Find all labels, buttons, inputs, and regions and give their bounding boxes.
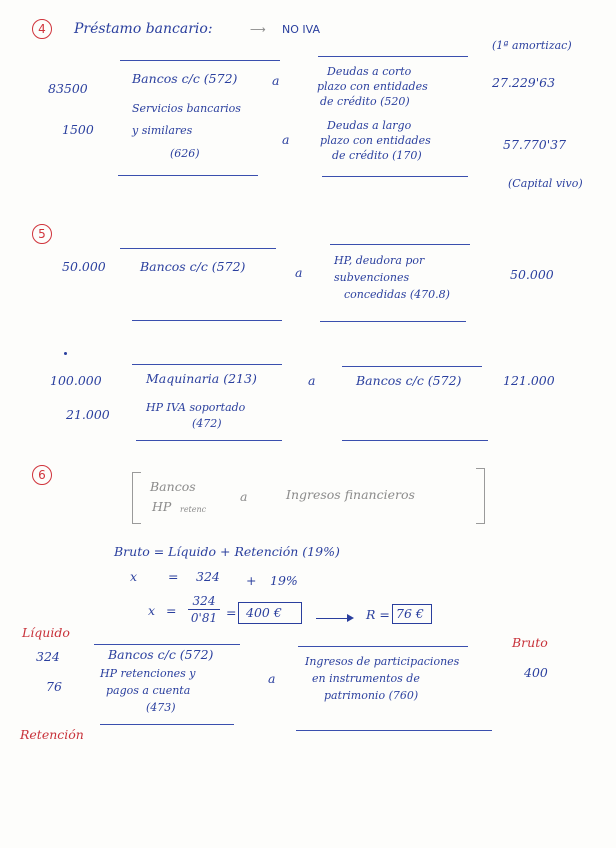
credit-account-line: Deudas a corto (327, 65, 412, 78)
journal-line (342, 366, 482, 367)
fraction-numerator: 324 (192, 594, 216, 608)
journal-line (296, 730, 492, 731)
debit-account-line: HP IVA soportado (146, 401, 246, 414)
journal-line (318, 56, 468, 57)
journal-line (136, 440, 282, 441)
credit-account-line: subvenciones (334, 271, 410, 284)
liquido-label: Líquido (22, 625, 70, 640)
credit-account-line: en instrumentos de (312, 672, 420, 685)
section-5-marker: 5 (32, 224, 52, 244)
a-connector: a (282, 132, 290, 147)
credit-account-line: Deudas a largo (327, 119, 412, 132)
formula-equals: = (166, 603, 177, 618)
debit-amount: 324 (36, 649, 60, 664)
a-connector: a (272, 73, 280, 88)
debit-amount: 1500 (62, 122, 94, 137)
debit-amount: 76 (46, 679, 62, 694)
journal-line (342, 440, 488, 441)
journal-line (330, 244, 470, 245)
retencion-label: Retención (20, 727, 84, 742)
amortization-label: (1ª amortizac) (492, 39, 572, 52)
debit-amount: 83500 (48, 81, 88, 96)
credit-account-line: patrimonio (760) (324, 689, 419, 702)
bruto-label: Bruto (512, 635, 548, 650)
debit-account: Maquinaria (213) (146, 371, 257, 386)
formula-value: 324 (196, 569, 220, 584)
journal-line (94, 644, 240, 645)
result-r-label: R = (366, 607, 390, 622)
journal-line (132, 364, 282, 365)
debit-account-line: (626) (170, 147, 200, 160)
bracket-a-connector: a (240, 489, 248, 504)
journal-line (120, 248, 276, 249)
formula-bruto: Bruto = Líquido + Retención (19%) (114, 544, 340, 559)
result-value: 400 € (246, 605, 282, 620)
bracket-debit-line: HP (152, 499, 172, 514)
formula-x: x (148, 603, 156, 618)
section-4-title: Préstamo bancario: (74, 21, 213, 37)
formula-equals: = (226, 605, 237, 620)
journal-line (320, 321, 466, 322)
credit-account-line: HP, deudora por (334, 254, 425, 267)
journal-line (120, 60, 280, 61)
credit-account-line: de crédito (520) (320, 95, 410, 108)
credit-account-line: plazo con entidades (317, 80, 428, 93)
bracket-debit-line: Bancos (150, 479, 196, 494)
debit-account: Bancos c/c (572) (140, 259, 246, 274)
fraction (188, 594, 220, 625)
ink-dot (64, 352, 67, 355)
debit-amount: 100.000 (50, 373, 102, 388)
credit-account-line: de crédito (170) (332, 149, 422, 162)
fraction-bar (188, 609, 220, 610)
bracket-debit-small: retenc (180, 505, 207, 514)
a-connector: a (295, 265, 303, 280)
credit-amount: 50.000 (510, 267, 554, 282)
credit-amount: 57.770'37 (503, 137, 567, 152)
debit-account-line: Servicios bancarios (132, 102, 241, 115)
credit-amount: 121.000 (503, 373, 555, 388)
debit-account-line: (473) (146, 701, 176, 714)
credit-amount: 400 (524, 665, 548, 680)
credit-account-line: Ingresos de participaciones (305, 655, 460, 668)
section-6-marker: 6 (32, 465, 52, 485)
formula-equals: = (168, 569, 179, 584)
bracket-credit: Ingresos financieros (286, 487, 415, 502)
debit-account-line: y similares (132, 124, 193, 137)
journal-line (132, 320, 282, 321)
a-connector: a (308, 373, 316, 388)
credit-account: Bancos c/c (572) (356, 373, 462, 388)
debit-amount: 21.000 (66, 407, 110, 422)
section-4-note: NO IVA (282, 23, 320, 36)
arrow-icon: ⟶ (250, 23, 266, 36)
result-r-value: 76 € (396, 606, 424, 621)
journal-line (118, 175, 258, 176)
debit-account-line: (472) (192, 417, 222, 430)
journal-line (298, 646, 468, 647)
credit-account-line: concedidas (470.8) (344, 288, 450, 301)
arrow-icon (316, 618, 352, 619)
journal-line (322, 176, 468, 177)
fraction-denominator: 0'81 (190, 611, 218, 625)
formula-x: x (130, 569, 138, 584)
formula-percent: 19% (270, 573, 298, 588)
a-connector: a (268, 671, 276, 686)
credit-account-line: plazo con entidades (320, 134, 431, 147)
left-bracket (132, 472, 141, 524)
debit-account: Bancos c/c (572) (108, 647, 214, 662)
debit-amount: 50.000 (62, 259, 106, 274)
formula-plus: + (246, 573, 257, 588)
capital-label: (Capital vivo) (508, 177, 583, 190)
right-bracket (476, 468, 485, 524)
debit-account: Bancos c/c (572) (132, 71, 238, 86)
journal-line (100, 724, 234, 725)
debit-account-line: HP retenciones y (100, 667, 196, 680)
section-4-marker: 4 (32, 19, 52, 39)
credit-amount: 27.229'63 (492, 75, 556, 90)
debit-account-line: pagos a cuenta (106, 684, 191, 697)
